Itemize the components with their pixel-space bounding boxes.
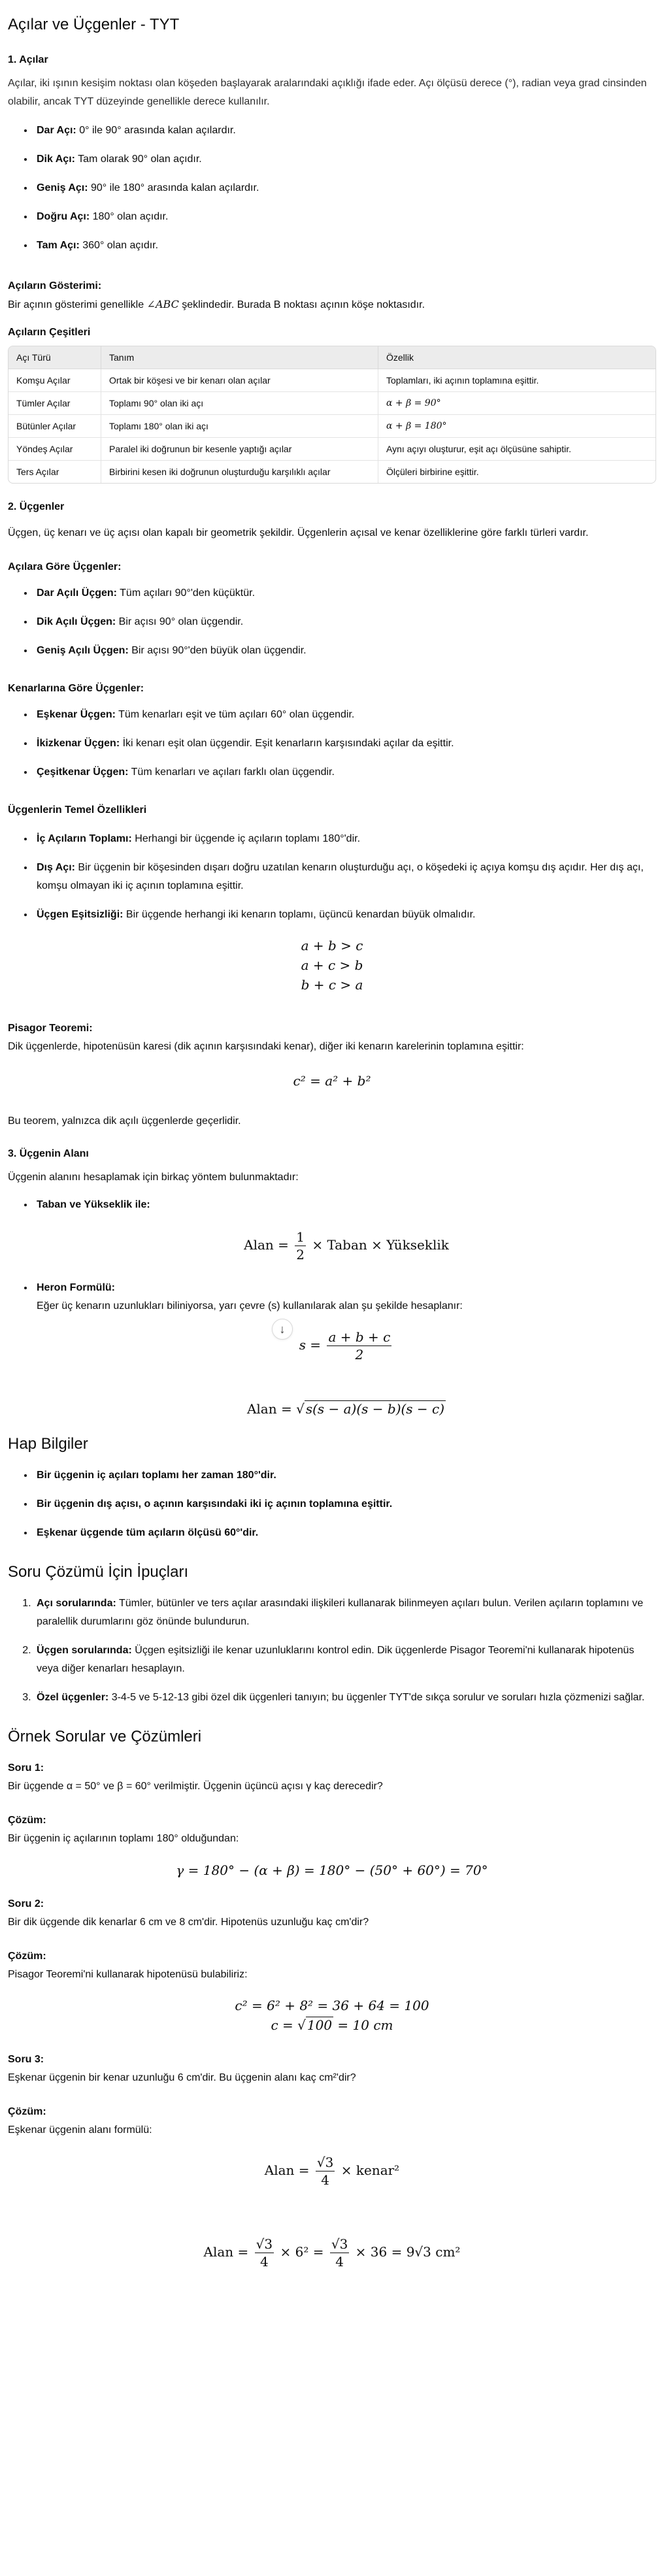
list-item: • Dış Açı: Bir üçgenin bir köşesinden dışarı doğru uzatılan kenarın oluşturduğu açı, o köşedeki iç açıya komşu dış açıdır. Her dış açı, komşu olmayan iki iç açının toplamına eşittir.: [34, 859, 656, 895]
section-2-intro: Üçgen, üç kenarı ve üç açısı olan kapalı bir geometrik şekildir. Üçgenlerin açısal ve kenar özelliklerine göre farklı türleri vardır.: [8, 527, 589, 538]
hints-heading: Soru Çözümü İçin İpuçları: [8, 1563, 189, 1581]
list-item: 2. Üçgen sorularında: Üçgen eşitsizliği ile kenar uzunluklarını kontrol edin. Dik üçgenlerde Pisagor Teoremi'ni kullanarak hipotenüs veya diğer kenarları hesaplayın.: [34, 1642, 656, 1678]
list-item: • Bir üçgenin dış açısı, o açının karşısındaki iki iç açının toplamına eşittir.: [34, 1495, 656, 1513]
section-1-intro: Açılar, iki ışının kesişim noktası olan köşeden başlayarak aralarındaki açıklığı ifade eder. Açı ölçüsü derece (°), radian veya grad cinsinden olabilir, ancak TYT düzeyinde genellikle derece kullanılır.: [8, 78, 647, 107]
solution-2-label: Çözüm:: [8, 1951, 46, 1962]
area-formula: Alan = $\frac{1}{2}$ × Taban × Yükseklik: [244, 1229, 449, 1263]
tips-list: [8, 1466, 656, 1542]
table-header: Tanım: [101, 346, 378, 369]
semi-perimeter-formula: s = $\frac{a + b + c}{2}$: [299, 1329, 391, 1362]
table-header-row: [8, 346, 656, 369]
table-row: [8, 415, 656, 438]
angle-types-list: [8, 122, 656, 255]
list-item: • İç Açıların Toplamı: Herhangi bir üçgende iç açıların toplamı 180°'dir.: [34, 830, 656, 848]
section-2-heading: 2. Üçgenler: [8, 501, 65, 512]
list-item: • Dik Açılı Üçgen: Bir açısı 90° olan üçgendir.: [34, 613, 656, 631]
table-cell: Tümler Açılar: [8, 392, 101, 415]
heron-text: Eğer üç kenarın uzunlukları biliniyorsa, yarı çevre (s) kullanılarak alan şu şekilde hesaplanır:: [37, 1300, 463, 1312]
area-methods-list: [8, 1196, 656, 1418]
solution-3-label: Çözüm:: [8, 2106, 46, 2117]
pythagoras-text: Dik üçgenlerde, hipotenüsün karesi (dik açının karşısındaki kenar), diğer iki kenarın karelerinin toplamına eşittir:: [8, 1041, 524, 1052]
question-1-label: Soru 1:: [8, 1762, 44, 1774]
table-cell: Toplamı 90° olan iki açı: [101, 392, 378, 415]
table-cell: Ortak bir köşesi ve bir kenarı olan açılar: [101, 369, 378, 392]
tips-heading: Hap Bilgiler: [8, 1435, 88, 1453]
solution-2-text: Pisagor Teoremi'ni kullanarak hipotenüsü bulabiliriz:: [8, 1969, 248, 1980]
angle-kinds-heading: Açıların Çeşitleri: [8, 327, 91, 338]
solution-1-formula: γ = 180° − (α + β) = 180° − (50° + 60°) = 70°: [176, 1862, 488, 1878]
list-item: • Dar Açı: 0° ile 90° arasında kalan açılardır.: [34, 122, 656, 140]
table-cell: Bütünler Açılar: [8, 415, 101, 438]
table-header: Açı Türü: [8, 346, 101, 369]
table-row: [8, 461, 656, 483]
table-cell: Komşu Açılar: [8, 369, 101, 392]
table-row: [8, 392, 656, 415]
table-cell: Ters Açılar: [8, 461, 101, 483]
table-cell: Toplamları, iki açının toplamına eşittir.: [378, 369, 656, 392]
hints-list: [8, 1594, 656, 1707]
properties-list: [8, 830, 656, 924]
pythagoras-note: Bu teorem, yalnızca dik açılı üçgenlerde geçerlidir.: [8, 1115, 241, 1127]
notation-text: Bir açının gösterimi genellikle ∠ABC şeklindedir. Burada B noktası açının köşe noktasıdır.: [8, 298, 425, 310]
table-cell: Birbirini kesen iki doğrunun oluşturduğu karşılıklı açılar: [101, 461, 378, 483]
question-2-label: Soru 2:: [8, 1898, 44, 1909]
section-1-heading: 1. Açılar: [8, 54, 48, 65]
list-item: • Üçgen Eşitsizliği: Bir üçgende herhangi iki kenarın toplamı, üçüncü kenardan büyük olmalıdır.: [34, 906, 656, 924]
table-cell: Ölçüleri birbirine eşittir.: [386, 467, 479, 477]
list-item: • Geniş Açılı Üçgen: Bir açısı 90°'den büyük olan üçgendir.: [34, 642, 656, 660]
list-item: • Heron Formülü: Eğer üç kenarın uzunlukları biliniyorsa, yarı çevre (s) kullanılarak alan şu şekilde hesaplanır: s = $\frac{a + b + c}{2}$ Alan = √ s(s − a)(s − b)(s − c): [34, 1279, 656, 1418]
table-header: Özellik: [378, 346, 656, 369]
list-item: • Eşkenar Üçgen: Tüm kenarları eşit ve tüm açıları 60° olan üçgendir.: [34, 706, 656, 724]
table-cell: α + β = 90°: [378, 392, 656, 415]
list-item: • Dar Açılı Üçgen: Tüm açıları 90°'den küçüktür.: [34, 584, 656, 603]
pythagoras-heading: Pisagor Teoremi:: [8, 1023, 93, 1034]
list-item: • Doğru Açı: 180° olan açıdır.: [34, 208, 656, 226]
arrow-down-icon: ↓: [279, 1323, 286, 1336]
table-cell: Paralel iki doğrunun bir kesenle yaptığı açılar: [101, 438, 378, 461]
table-cell: Aynı açıyı oluşturur, eşit açı ölçüsüne sahiptir.: [378, 438, 656, 461]
list-item: • Dik Açı: Tam olarak 90° olan açıdır.: [34, 150, 656, 169]
list-item: 3. Özel üçgenler: 3-4-5 ve 5-12-13 gibi özel dik üçgenleri tanıyın; bu üçgenler TYT'de sıkça sorulur ve soruları hızla çözmenizi sağlar.: [34, 1689, 656, 1707]
angle-kinds-table: [8, 346, 656, 484]
heron-formula: Alan = √ s(s − a)(s − b)(s − c): [246, 1401, 445, 1417]
list-item: 1. Açı sorularında: Tümler, bütünler ve ters açılar arasındaki ilişkileri kullanarak bilinmeyen açıları bulun. Verilen açıların toplamını ve paralellik durumlarını göz önünde bulundurun.: [34, 1594, 656, 1631]
pythagoras-formula: c² = a² + b²: [293, 1073, 371, 1089]
list-item: • Bir üçgenin iç açıları toplamı her zaman 180°'dir.: [34, 1466, 656, 1485]
scroll-down-button[interactable]: [272, 1319, 293, 1340]
list-item: • Eşkenar üçgende tüm açıların ölçüsü 60°'dir.: [34, 1524, 656, 1542]
section-3-intro: Üçgenin alanını hesaplamak için birkaç yöntem bulunmaktadır:: [8, 1172, 299, 1183]
solution-3-formula-2: Alan = $\frac{√3}{4}$ × 6² = $\frac{√3}{4}$ × 36 = 9√3 cm²: [203, 2236, 461, 2270]
solution-3-formula-1: Alan = $\frac{√3}{4}$ × kenar²: [264, 2155, 400, 2188]
angle-notation-math: ∠ABC: [146, 298, 179, 310]
table-row: [8, 438, 656, 461]
question-1-text: Bir üçgende α = 50° ve β = 60° verilmiştir. Üçgenin üçüncü açısı γ kaç derecedir?: [8, 1781, 383, 1792]
notation-heading: Açıların Gösterimi:: [8, 280, 102, 291]
by-angle-heading: Açılara Göre Üçgenler:: [8, 561, 122, 572]
solution-1-text: Bir üçgenin iç açılarının toplamı 180° olduğundan:: [8, 1833, 239, 1844]
solution-1-label: Çözüm:: [8, 1815, 46, 1826]
table-row: [8, 369, 656, 392]
list-item: • Tam Açı: 360° olan açıdır.: [34, 237, 656, 255]
examples-heading: Örnek Sorular ve Çözümleri: [8, 1728, 202, 1745]
list-item: • Taban ve Yükseklik ile: Alan = $\frac{1}{2}$ × Taban × Yükseklik: [34, 1196, 656, 1263]
by-side-heading: Kenarlarına Göre Üçgenler:: [8, 683, 144, 694]
solution-2-formula: c² = 6² + 8² = 36 + 64 = 100 c = √ 100 = 10 cm: [235, 1998, 429, 2033]
triangle-inequality: a + b > c a + c > b b + c > a: [301, 938, 363, 993]
question-3-text: Eşkenar üçgenin bir kenar uzunluğu 6 cm'dir. Bu üçgenin alanı kaç cm²'dir?: [8, 2072, 356, 2083]
list-item: • Geniş Açı: 90° ile 180° arasında kalan açılardır.: [34, 179, 656, 197]
properties-heading: Üçgenlerin Temel Özellikleri: [8, 804, 147, 816]
by-side-list: [8, 706, 656, 782]
question-2-text: Bir dik üçgende dik kenarlar 6 cm ve 8 cm'dir. Hipotenüs uzunluğu kaç cm'dir?: [8, 1917, 369, 1928]
table-cell: Toplamı 180° olan iki açı: [101, 415, 378, 438]
list-item: • Çeşitkenar Üçgen: Tüm kenarları ve açıları farklı olan üçgendir.: [34, 763, 656, 782]
question-3-label: Soru 3:: [8, 2054, 44, 2065]
page-title: Açılar ve Üçgenler - TYT: [8, 16, 180, 33]
table-cell: Yöndeş Açılar: [8, 438, 101, 461]
solution-3-text: Eşkenar üçgenin alanı formülü:: [8, 2124, 152, 2136]
table-cell: α + β = 180°: [378, 415, 656, 438]
section-3-heading: 3. Üçgenin Alanı: [8, 1148, 89, 1159]
list-item: • İkizkenar Üçgen: İki kenarı eşit olan üçgendir. Eşit kenarların karşısındaki açılar da eşittir.: [34, 735, 656, 753]
by-angle-list: [8, 584, 656, 660]
